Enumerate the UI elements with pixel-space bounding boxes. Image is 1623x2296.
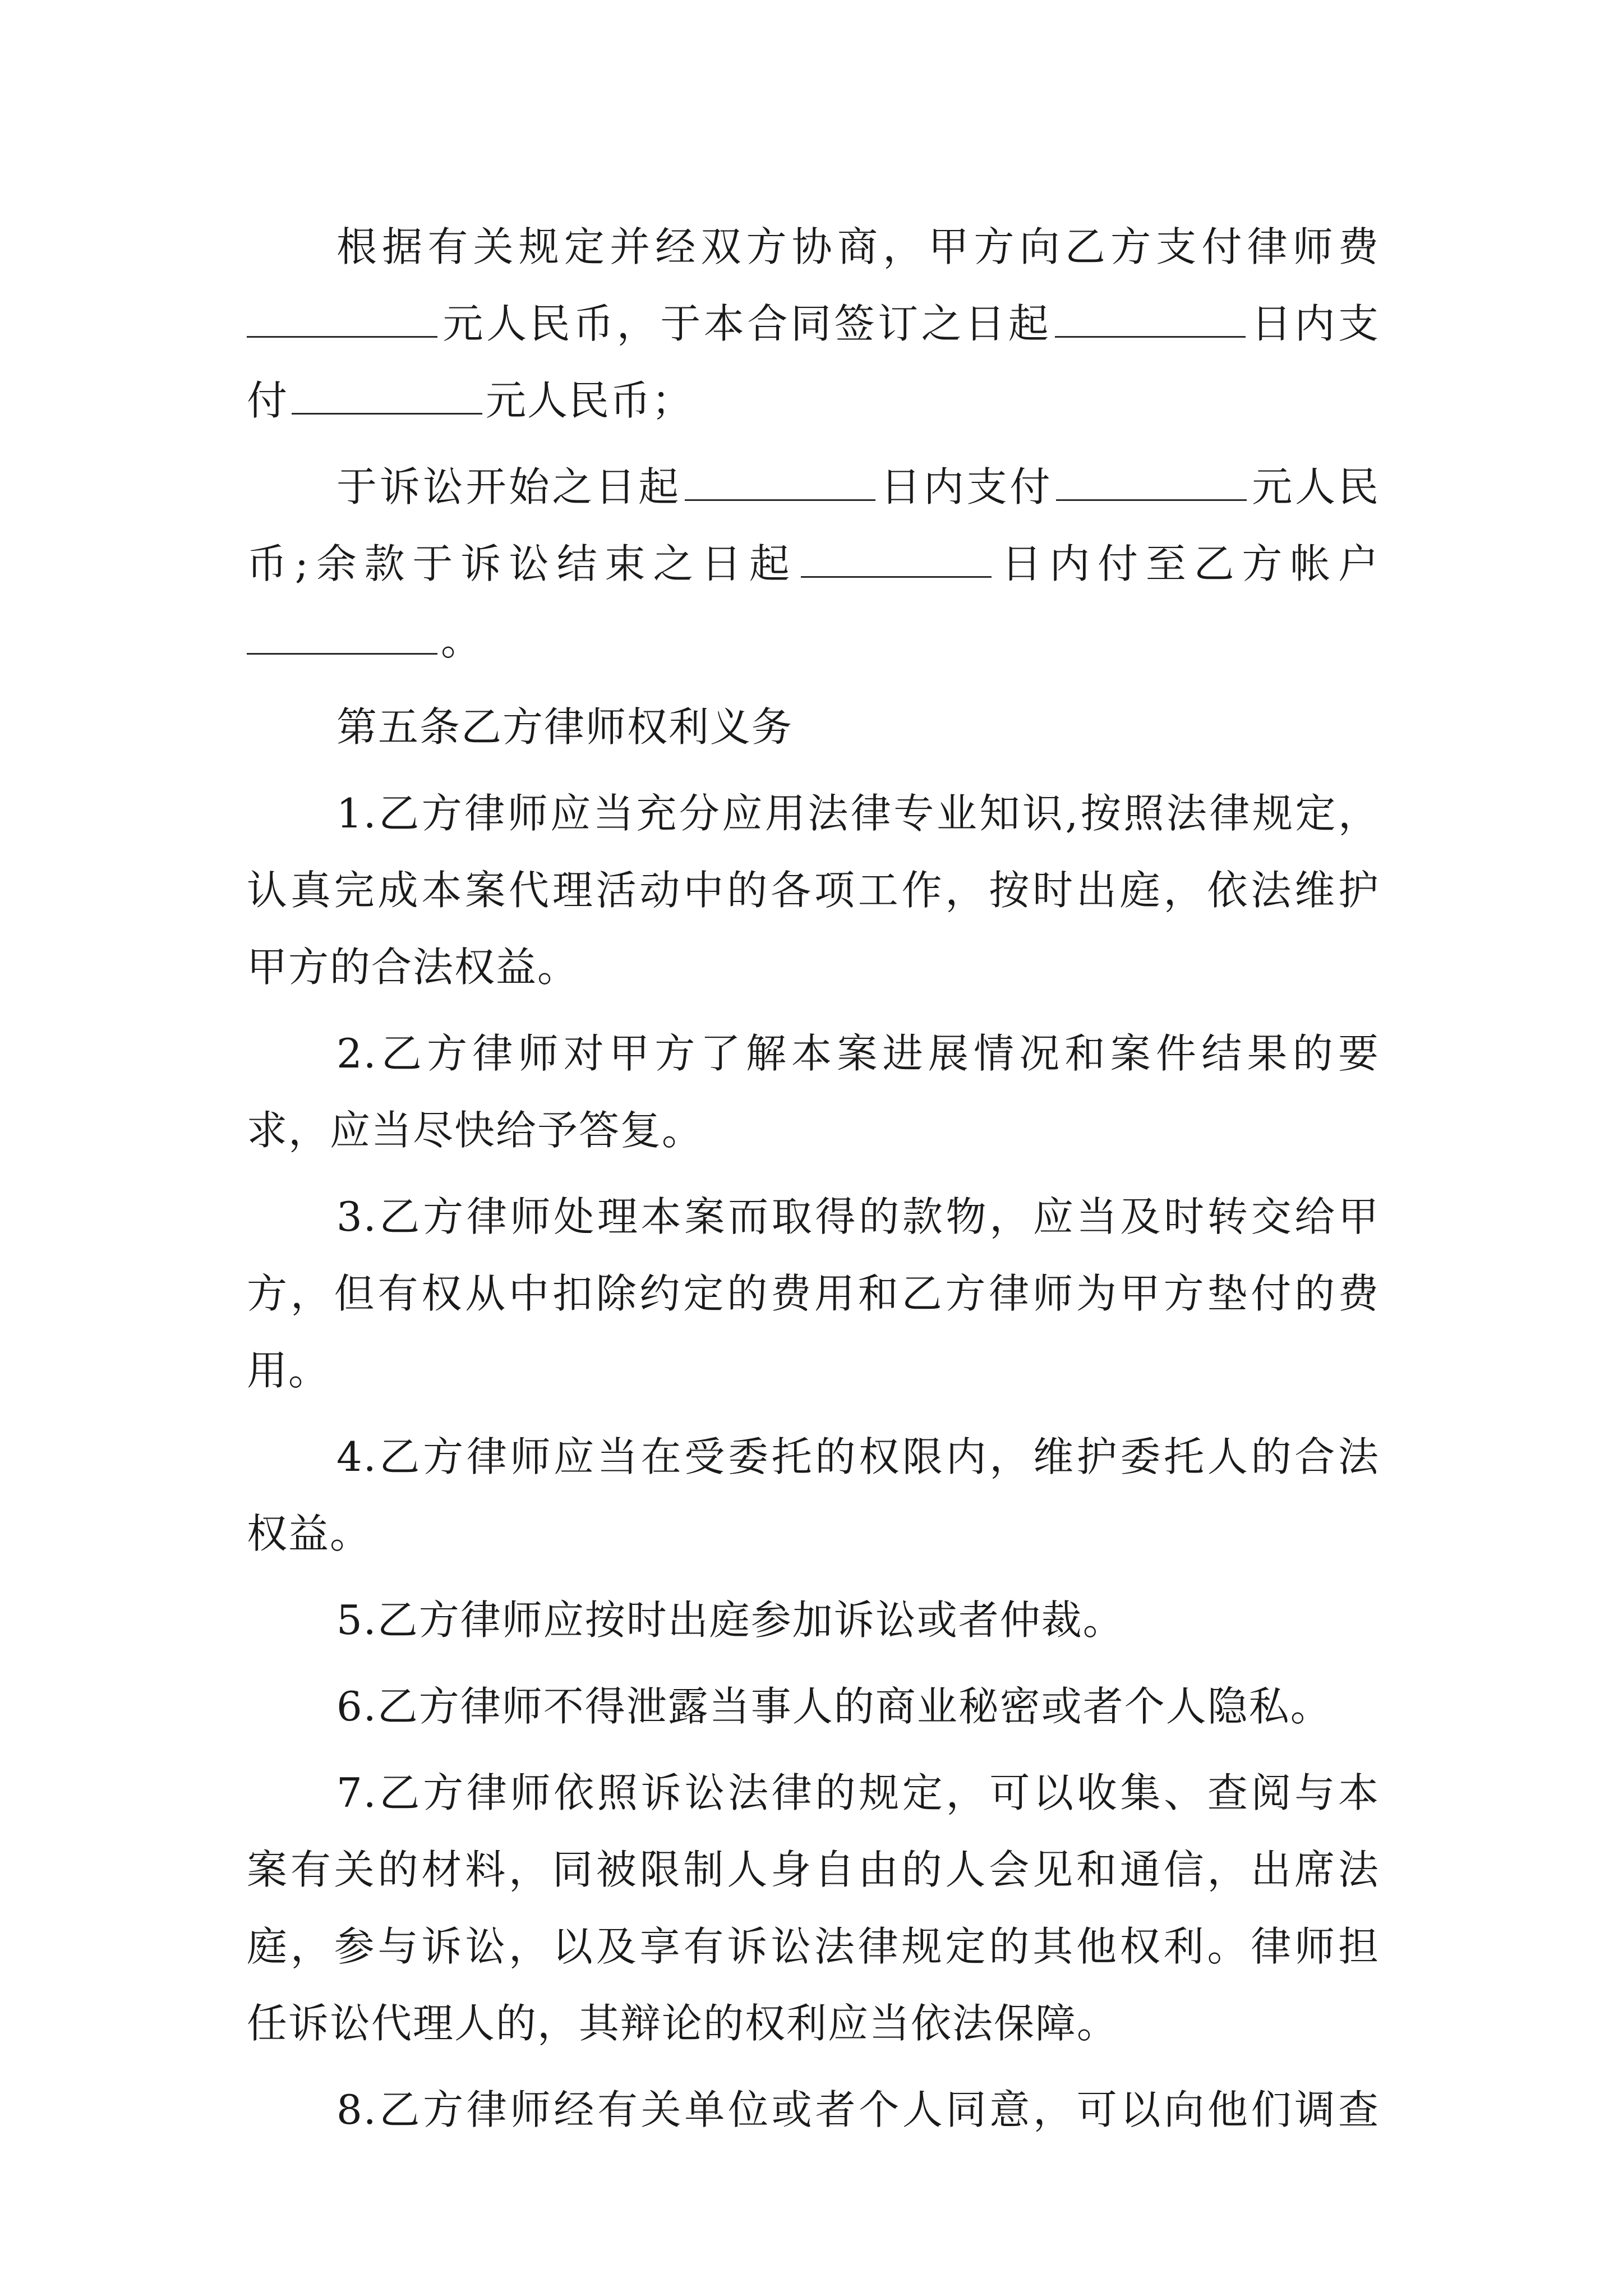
fee-paragraph-line-2: 元人民币，于本合同签订之日起 日内支 [247,286,1380,362]
item-3-line-2: 方，但有权从中扣除约定的费用和乙方律师为甲方垫付的费 [247,1270,1380,1317]
item-2-line-2: 求，应当尽快给予答复。 [247,1107,704,1154]
fee-paragraph-line-1: 根据有关规定并经双方协商，甲方向乙方支付律师费 [336,223,1380,270]
item-8-line-1: 8.乙方律师经有关单位或者个人同意，可以向他们调查 [336,2086,1380,2133]
item-7-line-4: 任诉讼代理人的，其辩论的权利应当依法保障。 [247,2000,1119,2047]
litigation-payment-line-2: 币;余款于诉讼结束之日起 日内付至乙方帐户 [247,526,1380,602]
balance-days-blank[interactable] [801,537,992,578]
litigation-days-blank[interactable] [685,460,875,501]
item-1-line-2: 认真完成本案代理活动中的各项工作，按时出庭，依法维护 [247,867,1380,914]
item-1-line-1: 1.乙方律师应当充分应用法律专业知识,按照法律规定， [336,790,1380,837]
item-5-line-1: 5.乙方律师应按时出庭参加诉讼或者仲裁。 [336,1596,1124,1644]
item-4-line-1: 4.乙方律师应当在受委托的权限内，维护委托人的合法 [336,1433,1380,1480]
item-3-line-3: 用。 [247,1347,330,1394]
section-heading: 第五条乙方律师权利义务 [336,703,794,751]
fee-amount-blank[interactable] [247,297,437,338]
account-blank[interactable] [247,614,437,655]
payment-days-blank[interactable] [1055,297,1246,338]
item-7-line-2: 案有关的材料，同被限制人身自由的人会见和通信，出席法 [247,1846,1380,1893]
item-1-line-3: 甲方的合法权益。 [247,944,579,991]
item-7-line-1: 7.乙方律师依照诉讼法律的规定，可以收集、查阅与本 [336,1769,1380,1816]
item-4-line-2: 权益。 [247,1510,372,1557]
document-page [247,209,1380,2148]
litigation-amount-blank[interactable] [1056,460,1247,501]
item-7-line-3: 庭，参与诉讼，以及享有诉讼法律规定的其他权利。律师担 [247,1923,1380,1970]
litigation-payment-line-3: 。 [247,602,1380,679]
litigation-payment-line-1: 于诉讼开始之日起 日内支付 元人民 [247,449,1380,526]
item-6-line-1: 6.乙方律师不得泄露当事人的商业秘密或者个人隐私。 [336,1683,1332,1730]
first-payment-amount-blank[interactable] [292,374,482,415]
item-2-line-1: 2.乙方律师对甲方了解本案进展情况和案件结果的要 [336,1030,1380,1077]
fee-paragraph-line-3: 付 元人民币； [247,362,1380,439]
item-3-line-1: 3.乙方律师处理本案而取得的款物，应当及时转交给甲 [336,1193,1380,1240]
